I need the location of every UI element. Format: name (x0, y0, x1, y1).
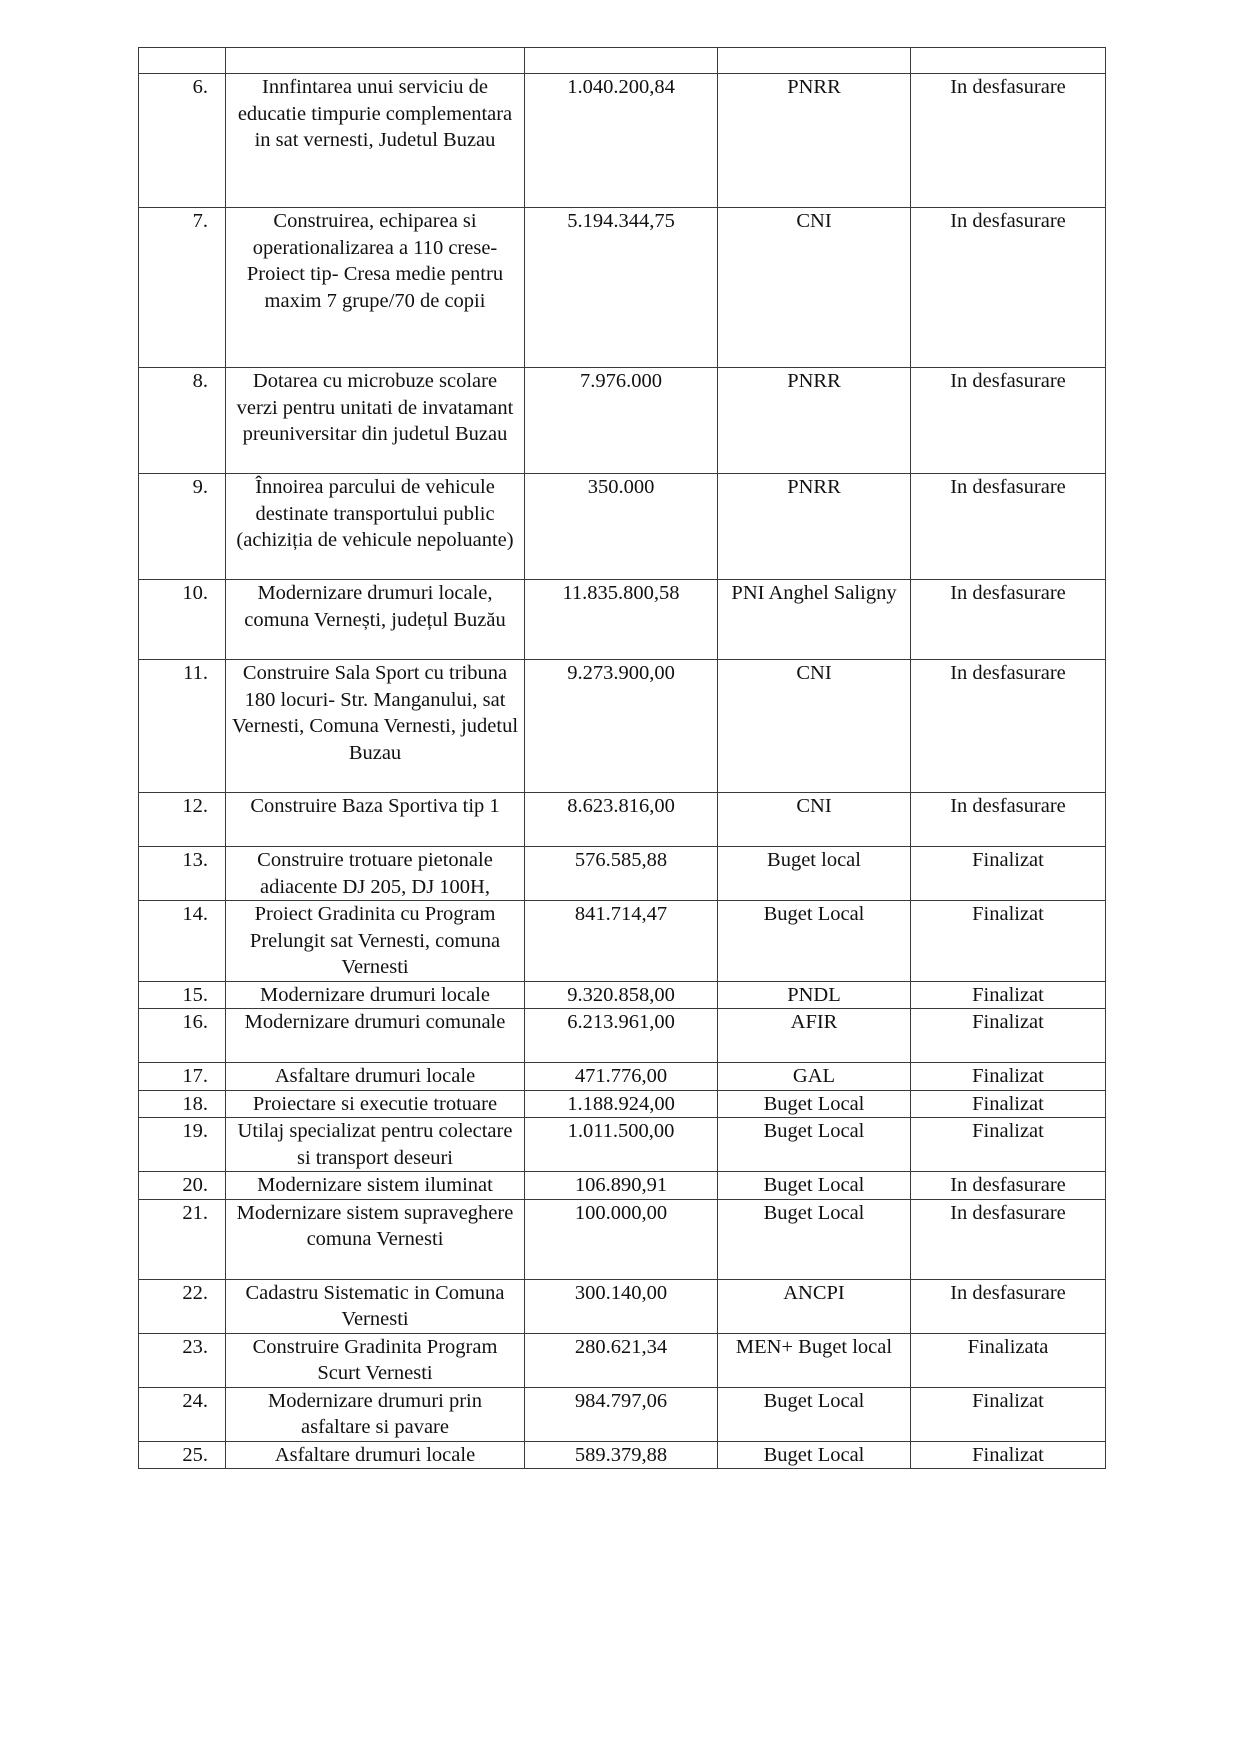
project-description: Dotarea cu microbuze scolare verzi pentru unitati de invatamant preuniversitar din judetul Buzau (226, 368, 525, 474)
row-number: 16. (139, 1009, 226, 1063)
row-number: 22. (139, 1279, 226, 1333)
project-status: In desfasurare (911, 1199, 1106, 1279)
funding-source: PNDL (718, 981, 911, 1009)
row-number: 21. (139, 1199, 226, 1279)
funding-source: Buget Local (718, 1441, 911, 1469)
project-status: In desfasurare (911, 660, 1106, 793)
project-value: 1.011.500,00 (525, 1118, 718, 1172)
table-row (139, 474, 1106, 580)
project-description: Modernizare drumuri locale (226, 981, 525, 1009)
row-number: 8. (139, 368, 226, 474)
funding-source: CNI (718, 208, 911, 368)
funding-source: PNRR (718, 474, 911, 580)
project-value: 280.621,34 (525, 1333, 718, 1387)
table-row (139, 1279, 1106, 1333)
row-number: 23. (139, 1333, 226, 1387)
project-description: Înnoirea parcului de vehicule destinate transportului public (achiziția de vehicule nepoluante) (226, 474, 525, 580)
project-status: Finalizat (911, 1118, 1106, 1172)
funding-source: MEN+ Buget local (718, 1333, 911, 1387)
project-description: Modernizare drumuri locale, comuna Vernești, județul Buzău (226, 580, 525, 660)
project-value: 350.000 (525, 474, 718, 580)
table-row (139, 74, 1106, 208)
project-value: 100.000,00 (525, 1199, 718, 1279)
project-value: 8.623.816,00 (525, 793, 718, 847)
row-number: 6. (139, 74, 226, 208)
project-value: 1.188.924,00 (525, 1090, 718, 1118)
funding-source: GAL (718, 1063, 911, 1091)
project-description: Asfaltare drumuri locale (226, 1441, 525, 1469)
project-value: 106.890,91 (525, 1172, 718, 1200)
projects-table (138, 47, 1106, 1469)
row-number: 12. (139, 793, 226, 847)
project-description: Proiectare si executie trotuare (226, 1090, 525, 1118)
table-row (139, 981, 1106, 1009)
table-row (139, 1387, 1106, 1441)
funding-source: PNRR (718, 368, 911, 474)
project-status: Finalizat (911, 901, 1106, 982)
table-row (139, 368, 1106, 474)
table-row (139, 1333, 1106, 1387)
project-value: 589.379,88 (525, 1441, 718, 1469)
funding-source: PNRR (718, 74, 911, 208)
table-row (139, 1090, 1106, 1118)
table-row (139, 208, 1106, 368)
project-description: Innfintarea unui serviciu de educatie timpurie complementara in sat vernesti, Judetul Buzau (226, 74, 525, 208)
project-value: 7.976.000 (525, 368, 718, 474)
project-value: 5.194.344,75 (525, 208, 718, 368)
funding-source: Buget Local (718, 901, 911, 982)
funding-source: PNI Anghel Saligny (718, 580, 911, 660)
funding-source: Buget Local (718, 1387, 911, 1441)
project-description: Utilaj specializat pentru colectare si transport deseuri (226, 1118, 525, 1172)
row-number: 25. (139, 1441, 226, 1469)
project-value: 576.585,88 (525, 847, 718, 901)
table-row (139, 1118, 1106, 1172)
table-row (139, 1009, 1106, 1063)
table-row (139, 1441, 1106, 1469)
row-number: 20. (139, 1172, 226, 1200)
project-status: Finalizat (911, 1387, 1106, 1441)
row-number: 10. (139, 580, 226, 660)
project-value: 841.714,47 (525, 901, 718, 982)
table-row (139, 660, 1106, 793)
project-description: Modernizare drumuri prin asfaltare si pavare (226, 1387, 525, 1441)
project-status: In desfasurare (911, 208, 1106, 368)
table-row (139, 847, 1106, 901)
project-status: In desfasurare (911, 1172, 1106, 1200)
row-number: 13. (139, 847, 226, 901)
table-row (139, 1172, 1106, 1200)
project-status: Finalizat (911, 981, 1106, 1009)
funding-source: Buget Local (718, 1172, 911, 1200)
funding-source: CNI (718, 660, 911, 793)
project-status: Finalizat (911, 1009, 1106, 1063)
project-value: 984.797,06 (525, 1387, 718, 1441)
project-description: Construire trotuare pietonale adiacente DJ 205, DJ 100H, (226, 847, 525, 901)
project-value: 9.320.858,00 (525, 981, 718, 1009)
project-value: 1.040.200,84 (525, 74, 718, 208)
project-description: Modernizare sistem supraveghere comuna Vernesti (226, 1199, 525, 1279)
project-value (525, 48, 718, 74)
project-description: Cadastru Sistematic in Comuna Vernesti (226, 1279, 525, 1333)
row-number: 9. (139, 474, 226, 580)
project-status: In desfasurare (911, 74, 1106, 208)
funding-source: CNI (718, 793, 911, 847)
project-value: 11.835.800,58 (525, 580, 718, 660)
project-status: In desfasurare (911, 793, 1106, 847)
table-row (139, 1199, 1106, 1279)
project-value: 471.776,00 (525, 1063, 718, 1091)
row-number: 17. (139, 1063, 226, 1091)
project-value: 300.140,00 (525, 1279, 718, 1333)
funding-source: ANCPI (718, 1279, 911, 1333)
table-row (139, 793, 1106, 847)
project-status: Finalizat (911, 1090, 1106, 1118)
project-status: Finalizat (911, 1063, 1106, 1091)
funding-source: Buget Local (718, 1090, 911, 1118)
project-status: Finalizata (911, 1333, 1106, 1387)
project-status: In desfasurare (911, 1279, 1106, 1333)
project-description (226, 48, 525, 74)
table-row (139, 48, 1106, 74)
funding-source: Buget local (718, 847, 911, 901)
project-value: 6.213.961,00 (525, 1009, 718, 1063)
project-value: 9.273.900,00 (525, 660, 718, 793)
project-status: In desfasurare (911, 580, 1106, 660)
project-description: Construire Sala Sport cu tribuna 180 locuri- Str. Manganului, sat Vernesti, Comuna Vernesti, judetul Buzau (226, 660, 525, 793)
project-status (911, 48, 1106, 74)
project-status: Finalizat (911, 847, 1106, 901)
table-row (139, 901, 1106, 982)
project-status: Finalizat (911, 1441, 1106, 1469)
funding-source: Buget Local (718, 1118, 911, 1172)
funding-source (718, 48, 911, 74)
project-description: Asfaltare drumuri locale (226, 1063, 525, 1091)
project-description: Modernizare drumuri comunale (226, 1009, 525, 1063)
row-number: 11. (139, 660, 226, 793)
row-number: 7. (139, 208, 226, 368)
table-row (139, 1063, 1106, 1091)
project-description: Construire Baza Sportiva tip 1 (226, 793, 525, 847)
table-row (139, 580, 1106, 660)
row-number: 14. (139, 901, 226, 982)
funding-source: AFIR (718, 1009, 911, 1063)
funding-source: Buget Local (718, 1199, 911, 1279)
project-status: In desfasurare (911, 474, 1106, 580)
row-number: 18. (139, 1090, 226, 1118)
row-number: 15. (139, 981, 226, 1009)
row-number (139, 48, 226, 74)
project-description: Construirea, echiparea si operationalizarea a 110 crese- Proiect tip- Cresa medie pentru maxim 7 grupe/70 de copii (226, 208, 525, 368)
project-description: Construire Gradinita Program Scurt Vernesti (226, 1333, 525, 1387)
project-status: In desfasurare (911, 368, 1106, 474)
row-number: 19. (139, 1118, 226, 1172)
project-description: Modernizare sistem iluminat (226, 1172, 525, 1200)
row-number: 24. (139, 1387, 226, 1441)
project-description: Proiect Gradinita cu Program Prelungit sat Vernesti, comuna Vernesti (226, 901, 525, 982)
